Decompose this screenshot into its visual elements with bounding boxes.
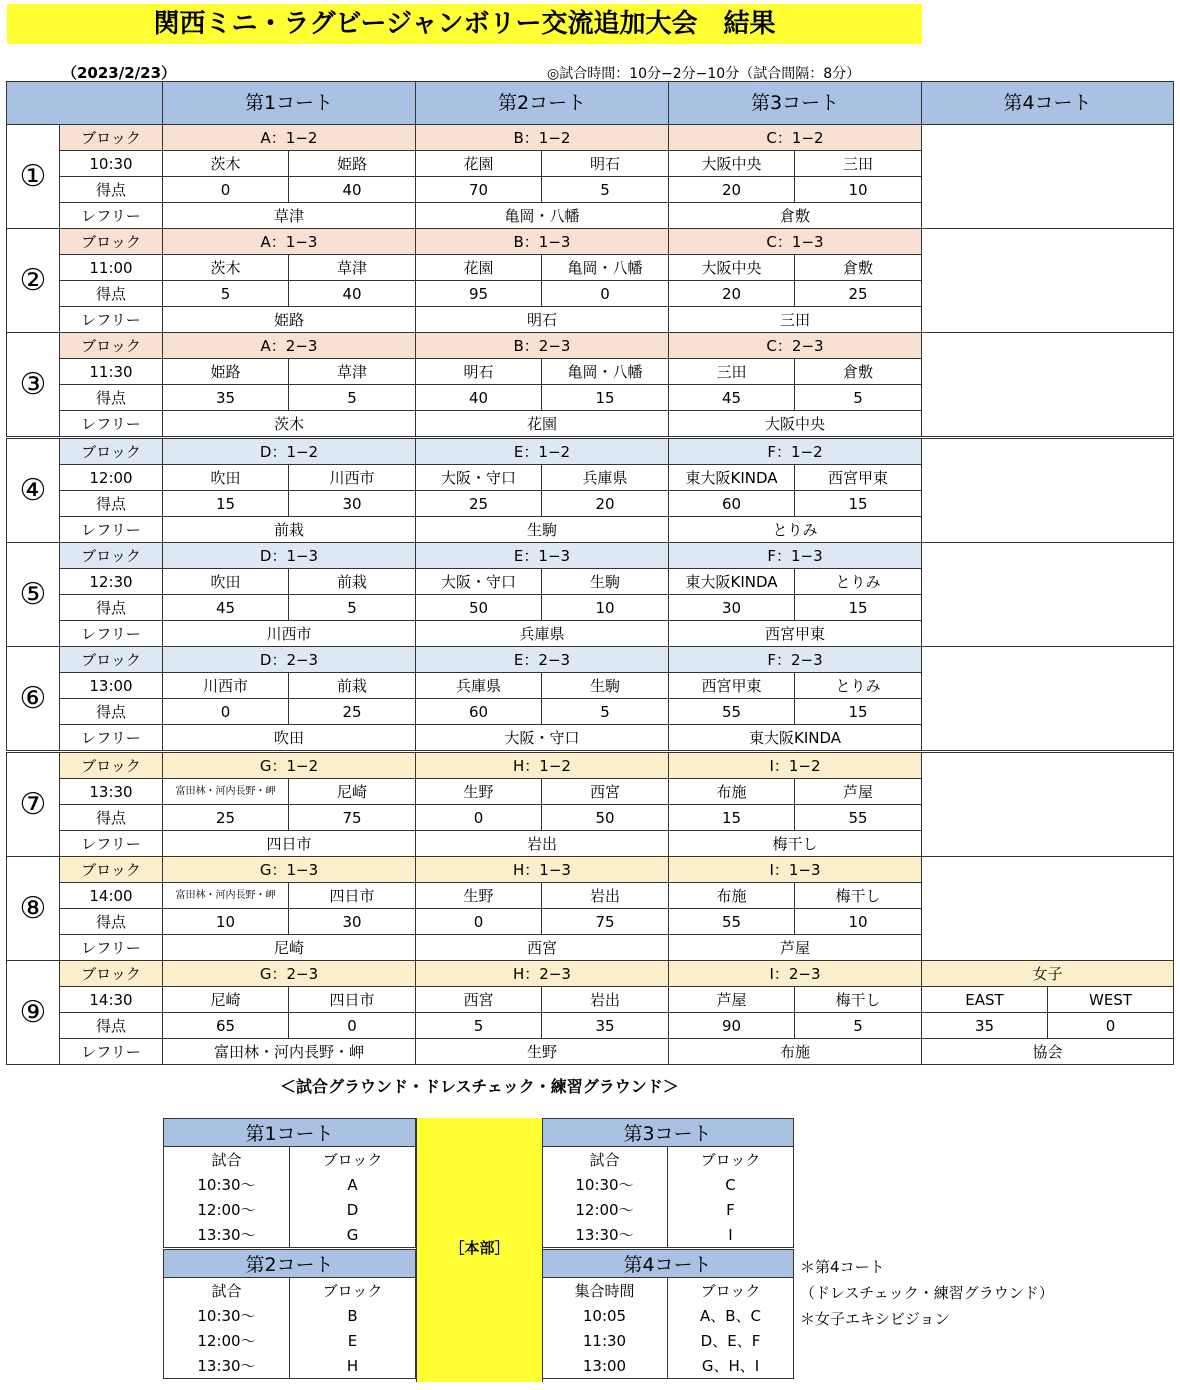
match-time: 11:00 [60, 255, 163, 281]
ground-section-title: ＜試合グラウンド・ドレスチェック・練習グラウンド＞ [280, 1077, 679, 1096]
empty-court-4 [922, 857, 1174, 961]
team-name: 四日市 [289, 987, 416, 1013]
block-name: F：2−3 [669, 647, 922, 673]
court-name: 第1コート [164, 1119, 416, 1147]
match-time: 12:00 [60, 465, 163, 491]
referee-label: レフリー [60, 935, 163, 961]
team-name: 東大阪KINDA [669, 465, 795, 491]
headquarters-label: ［本部］ [449, 1239, 510, 1257]
team-name: 富田林・河内長野・岬 [163, 779, 289, 805]
referee-team: とりみ [669, 517, 922, 543]
referee-team: 草津 [163, 203, 416, 229]
team-name: 吹田 [163, 569, 289, 595]
team-name: 川西市 [289, 465, 416, 491]
team-score: 5 [416, 1013, 542, 1039]
team-score: 15 [163, 491, 289, 517]
court-header: 第4コート [922, 82, 1174, 125]
team-score: 25 [289, 699, 416, 725]
team-name: 梅干し [795, 987, 922, 1013]
schedule-block: H [346, 1356, 359, 1375]
header-corner [7, 82, 163, 125]
team-name: 東大阪KINDA [669, 569, 795, 595]
referee-team: 前栽 [163, 517, 416, 543]
block-name: B：1−3 [416, 229, 669, 255]
team-name: 茨木 [163, 151, 289, 177]
round-block-row [7, 333, 1174, 359]
score-label: 得点 [60, 1013, 163, 1039]
referee-team: 倉敷 [669, 203, 922, 229]
team-name: 芦屋 [669, 987, 795, 1013]
block-name: H：1−3 [416, 857, 669, 883]
team-name: 尼崎 [289, 779, 416, 805]
round-block-row [7, 229, 1174, 255]
team-score: 65 [163, 1013, 289, 1039]
referee-team: 兵庫県 [416, 621, 669, 647]
round-referee-row [7, 1039, 1174, 1065]
schedule-time: 13:30〜 [542, 1222, 668, 1248]
team-name: 大阪中央 [669, 151, 795, 177]
block-name: I：2−3 [669, 961, 922, 987]
team-name: 亀岡・八幡 [542, 359, 669, 385]
team-score: 45 [163, 595, 289, 621]
column-header: 集合時間 [542, 1278, 668, 1304]
team-name: 三田 [669, 359, 795, 385]
team-name: 岩出 [542, 987, 669, 1013]
referee-team: 大阪・守口 [416, 725, 669, 752]
court-name: 第4コート [542, 1250, 794, 1278]
round-number: ④ [7, 438, 60, 543]
team-name: 西宮甲東 [669, 673, 795, 699]
side-note: ＊第4コート [800, 1258, 885, 1276]
schedule-block: C [725, 1175, 736, 1194]
team-score: 30 [289, 909, 416, 935]
team-name: 布施 [669, 883, 795, 909]
match-time: 13:00 [60, 673, 163, 699]
round-number: ① [7, 125, 60, 229]
team-score: 15 [795, 699, 922, 725]
referee-label: レフリー [60, 517, 163, 543]
round-number: ⑦ [7, 752, 60, 857]
block-name: C：1−2 [669, 125, 922, 151]
schedule-block: E [347, 1331, 358, 1350]
team-name: 尼崎 [163, 987, 289, 1013]
team-score: 5 [542, 177, 669, 203]
block-name: I：1−2 [669, 752, 922, 779]
team-name: 花園 [416, 151, 542, 177]
schedule-time: 13:30〜 [164, 1222, 290, 1248]
team-score: 70 [416, 177, 542, 203]
team-score: 5 [795, 385, 922, 411]
round-teams-row [7, 987, 1174, 1013]
event-date: （2023/2/23） [62, 64, 177, 82]
team-score: 0 [163, 699, 289, 725]
team-score: 35 [922, 1013, 1048, 1039]
referee-team: 生野 [416, 1039, 669, 1065]
schedule-block: G、H、I [701, 1357, 760, 1375]
team-name: 布施 [669, 779, 795, 805]
score-label: 得点 [60, 699, 163, 725]
team-name: 大阪・守口 [416, 569, 542, 595]
block-label: ブロック [60, 961, 163, 987]
schedule-time: 13:30〜 [164, 1353, 290, 1379]
block-name: G：1−3 [163, 857, 416, 883]
team-score: 75 [289, 805, 416, 831]
page-title: 関西ミニ・ラグビージャンボリー交流追加大会 結果 [7, 4, 922, 44]
team-score: 5 [163, 281, 289, 307]
match-time: 13:30 [60, 779, 163, 805]
score-label: 得点 [60, 491, 163, 517]
team-name: WEST [1048, 987, 1174, 1013]
referee-team: 吹田 [163, 725, 416, 752]
column-header: ブロック [322, 1151, 383, 1169]
round-block-row [7, 125, 1174, 151]
referee-label: レフリー [60, 203, 163, 229]
referee-team: 東大阪KINDA [669, 725, 922, 752]
team-score: 20 [542, 491, 669, 517]
schedule-time: 12:00〜 [164, 1328, 290, 1353]
referee-team: 協会 [922, 1039, 1174, 1065]
results-table [6, 81, 1174, 1065]
referee-team: 芦屋 [669, 935, 922, 961]
schedule-time: 11:30 [542, 1328, 668, 1353]
schedule-time: 12:00〜 [542, 1197, 668, 1222]
team-name: 川西市 [163, 673, 289, 699]
team-score: 25 [795, 281, 922, 307]
empty-court-4 [922, 333, 1174, 438]
court-header: 第1コート [163, 82, 416, 125]
schedule-block: I [728, 1225, 733, 1244]
team-name: 大阪・守口 [416, 465, 542, 491]
team-score: 60 [669, 491, 795, 517]
score-label: 得点 [60, 281, 163, 307]
referee-label: レフリー [60, 1039, 163, 1065]
round-number: ③ [7, 333, 60, 438]
round-number: ② [7, 229, 60, 333]
round-number: ⑤ [7, 543, 60, 647]
empty-court-4 [922, 752, 1174, 857]
team-name: 生駒 [542, 673, 669, 699]
referee-team: 川西市 [163, 621, 416, 647]
referee-team: 花園 [416, 411, 669, 438]
team-score: 10 [542, 595, 669, 621]
schedule-time: 10:30〜 [164, 1303, 290, 1328]
referee-team: 尼崎 [163, 935, 416, 961]
referee-team: 布施 [669, 1039, 922, 1065]
referee-team: 明石 [416, 307, 669, 333]
team-name: 草津 [289, 359, 416, 385]
team-score: 0 [416, 805, 542, 831]
court-2-schedule [163, 1249, 416, 1379]
block-name: C：1−3 [669, 229, 922, 255]
referee-team: 富田林・河内長野・岬 [163, 1039, 416, 1065]
schedule-time: 10:30〜 [164, 1172, 290, 1197]
round-block-row [7, 857, 1174, 883]
schedule-block: A、B、C [699, 1307, 762, 1325]
team-name: 前栽 [289, 569, 416, 595]
referee-team: 三田 [669, 307, 922, 333]
block-name: F：1−2 [669, 438, 922, 465]
match-time-note: ◎試合時間：10分−2分−10分（試合間隔：8分） [547, 66, 861, 82]
schedule-block: A [347, 1175, 358, 1194]
column-header: ブロック [700, 1282, 761, 1300]
match-time: 10:30 [60, 151, 163, 177]
round-score-row [7, 1013, 1174, 1039]
team-score: 5 [795, 1013, 922, 1039]
referee-team: 姫路 [163, 307, 416, 333]
team-score: 15 [795, 595, 922, 621]
team-score: 0 [289, 1013, 416, 1039]
team-score: 25 [416, 491, 542, 517]
block-name: F：1−3 [669, 543, 922, 569]
team-name: 三田 [795, 151, 922, 177]
block-name: A：2−3 [163, 333, 416, 359]
team-score: 5 [289, 595, 416, 621]
team-name: 四日市 [289, 883, 416, 909]
team-name: 芦屋 [795, 779, 922, 805]
column-header: ブロック [700, 1151, 761, 1169]
empty-court-4 [922, 647, 1174, 752]
empty-court-4 [922, 229, 1174, 333]
court-3-schedule [541, 1118, 794, 1248]
block-name: 女子 [922, 961, 1174, 987]
team-score: 40 [289, 281, 416, 307]
court-1-schedule [163, 1118, 416, 1248]
team-name: 生野 [416, 779, 542, 805]
referee-team: 西宮甲東 [669, 621, 922, 647]
team-score: 0 [1048, 1013, 1174, 1039]
team-score: 30 [669, 595, 795, 621]
column-header: ブロック [322, 1282, 383, 1300]
block-name: G：2−3 [163, 961, 416, 987]
team-score: 35 [542, 1013, 669, 1039]
team-score: 55 [795, 805, 922, 831]
referee-team: 四日市 [163, 831, 416, 857]
team-name: 西宮 [416, 987, 542, 1013]
round-number: ⑧ [7, 857, 60, 961]
team-score: 5 [542, 699, 669, 725]
team-name: 姫路 [289, 151, 416, 177]
block-name: H：2−3 [416, 961, 669, 987]
referee-team: 生駒 [416, 517, 669, 543]
team-name: 生駒 [542, 569, 669, 595]
court-name: 第2コート [164, 1250, 416, 1278]
referee-label: レフリー [60, 831, 163, 857]
team-name: 茨木 [163, 255, 289, 281]
match-time: 14:30 [60, 987, 163, 1013]
block-name: G：1−2 [163, 752, 416, 779]
referee-team: 亀岡・八幡 [416, 203, 669, 229]
block-name: D：1−3 [163, 543, 416, 569]
court-header: 第2コート [416, 82, 669, 125]
court-name: 第3コート [542, 1119, 794, 1147]
team-name: とりみ [795, 569, 922, 595]
block-name: H：1−2 [416, 752, 669, 779]
column-header: 試合 [542, 1147, 668, 1173]
team-score: 15 [542, 385, 669, 411]
team-name: 生野 [416, 883, 542, 909]
block-label: ブロック [60, 752, 163, 779]
block-name: A：1−3 [163, 229, 416, 255]
team-score: 55 [669, 909, 795, 935]
team-score: 10 [795, 177, 922, 203]
side-note: （ドレスチェック・練習グラウンド） [800, 1284, 1054, 1302]
score-label: 得点 [60, 909, 163, 935]
block-name: C：2−3 [669, 333, 922, 359]
team-score: 0 [416, 909, 542, 935]
schedule-time: 10:30〜 [542, 1172, 668, 1197]
team-score: 75 [542, 909, 669, 935]
round-block-row [7, 647, 1174, 673]
team-score: 15 [669, 805, 795, 831]
team-name: 梅干し [795, 883, 922, 909]
schedule-block: D [346, 1200, 359, 1219]
match-time: 11:30 [60, 359, 163, 385]
schedule-block: B [347, 1306, 358, 1325]
block-name: B：1−2 [416, 125, 669, 151]
score-label: 得点 [60, 595, 163, 621]
team-name: 大阪中央 [669, 255, 795, 281]
team-score: 40 [289, 177, 416, 203]
team-score: 45 [669, 385, 795, 411]
team-score: 15 [795, 491, 922, 517]
team-score: 30 [289, 491, 416, 517]
block-label: ブロック [60, 333, 163, 359]
match-time: 14:00 [60, 883, 163, 909]
block-label: ブロック [60, 125, 163, 151]
court-4-schedule [541, 1249, 794, 1379]
team-score: 0 [542, 281, 669, 307]
score-label: 得点 [60, 805, 163, 831]
round-number: ⑨ [7, 961, 60, 1065]
headquarters-area [416, 1118, 543, 1382]
referee-label: レフリー [60, 307, 163, 333]
schedule-block: D、E、F [700, 1332, 761, 1350]
team-score: 95 [416, 281, 542, 307]
block-name: B：2−3 [416, 333, 669, 359]
team-score: 20 [669, 281, 795, 307]
team-name: 明石 [542, 151, 669, 177]
round-block-row [7, 543, 1174, 569]
round-block-row [7, 752, 1174, 779]
team-name: 富田林・河内長野・岬 [163, 883, 289, 909]
block-name: E：1−3 [416, 543, 669, 569]
team-score: 10 [163, 909, 289, 935]
block-name: A：1−2 [163, 125, 416, 151]
team-score: 55 [669, 699, 795, 725]
team-name: とりみ [795, 673, 922, 699]
round-block-row [7, 438, 1174, 465]
block-label: ブロック [60, 229, 163, 255]
team-score: 90 [669, 1013, 795, 1039]
side-note: ＊女子エキシビジョン [800, 1310, 950, 1328]
block-label: ブロック [60, 857, 163, 883]
referee-team: 岩出 [416, 831, 669, 857]
team-name: 兵庫県 [416, 673, 542, 699]
round-block-row [7, 961, 1174, 987]
team-name: 姫路 [163, 359, 289, 385]
score-label: 得点 [60, 177, 163, 203]
team-name: 前栽 [289, 673, 416, 699]
team-name: 西宮甲東 [795, 465, 922, 491]
referee-label: レフリー [60, 621, 163, 647]
empty-court-4 [922, 543, 1174, 647]
schedule-block: F [726, 1200, 735, 1219]
block-name: D：2−3 [163, 647, 416, 673]
team-name: EAST [922, 987, 1048, 1013]
block-name: I：1−3 [669, 857, 922, 883]
match-time: 12:30 [60, 569, 163, 595]
team-score: 40 [416, 385, 542, 411]
team-score: 25 [163, 805, 289, 831]
team-name: 兵庫県 [542, 465, 669, 491]
team-name: 倉敷 [795, 359, 922, 385]
referee-team: 大阪中央 [669, 411, 922, 438]
block-name: E：2−3 [416, 647, 669, 673]
schedule-time: 12:00〜 [164, 1197, 290, 1222]
round-number: ⑥ [7, 647, 60, 752]
column-header: 試合 [164, 1147, 290, 1173]
referee-team: 西宮 [416, 935, 669, 961]
referee-team: 茨木 [163, 411, 416, 438]
block-label: ブロック [60, 438, 163, 465]
referee-team: 梅干し [669, 831, 922, 857]
team-name: 西宮 [542, 779, 669, 805]
team-name: 明石 [416, 359, 542, 385]
schedule-block: G [346, 1225, 359, 1244]
block-name: D：1−2 [163, 438, 416, 465]
team-score: 0 [163, 177, 289, 203]
block-name: E：1−2 [416, 438, 669, 465]
team-score: 35 [163, 385, 289, 411]
court-header: 第3コート [669, 82, 922, 125]
team-score: 5 [289, 385, 416, 411]
team-score: 50 [416, 595, 542, 621]
schedule-time: 13:00 [542, 1353, 668, 1379]
team-name: 草津 [289, 255, 416, 281]
team-name: 吹田 [163, 465, 289, 491]
schedule-time: 10:05 [542, 1303, 668, 1328]
block-label: ブロック [60, 647, 163, 673]
column-header: 試合 [164, 1278, 290, 1304]
referee-label: レフリー [60, 725, 163, 752]
empty-court-4 [922, 125, 1174, 229]
score-label: 得点 [60, 385, 163, 411]
empty-court-4 [922, 438, 1174, 543]
team-name: 亀岡・八幡 [542, 255, 669, 281]
team-score: 50 [542, 805, 669, 831]
referee-label: レフリー [60, 411, 163, 438]
team-name: 倉敷 [795, 255, 922, 281]
team-score: 10 [795, 909, 922, 935]
team-score: 60 [416, 699, 542, 725]
block-label: ブロック [60, 543, 163, 569]
team-score: 20 [669, 177, 795, 203]
team-name: 花園 [416, 255, 542, 281]
team-name: 岩出 [542, 883, 669, 909]
